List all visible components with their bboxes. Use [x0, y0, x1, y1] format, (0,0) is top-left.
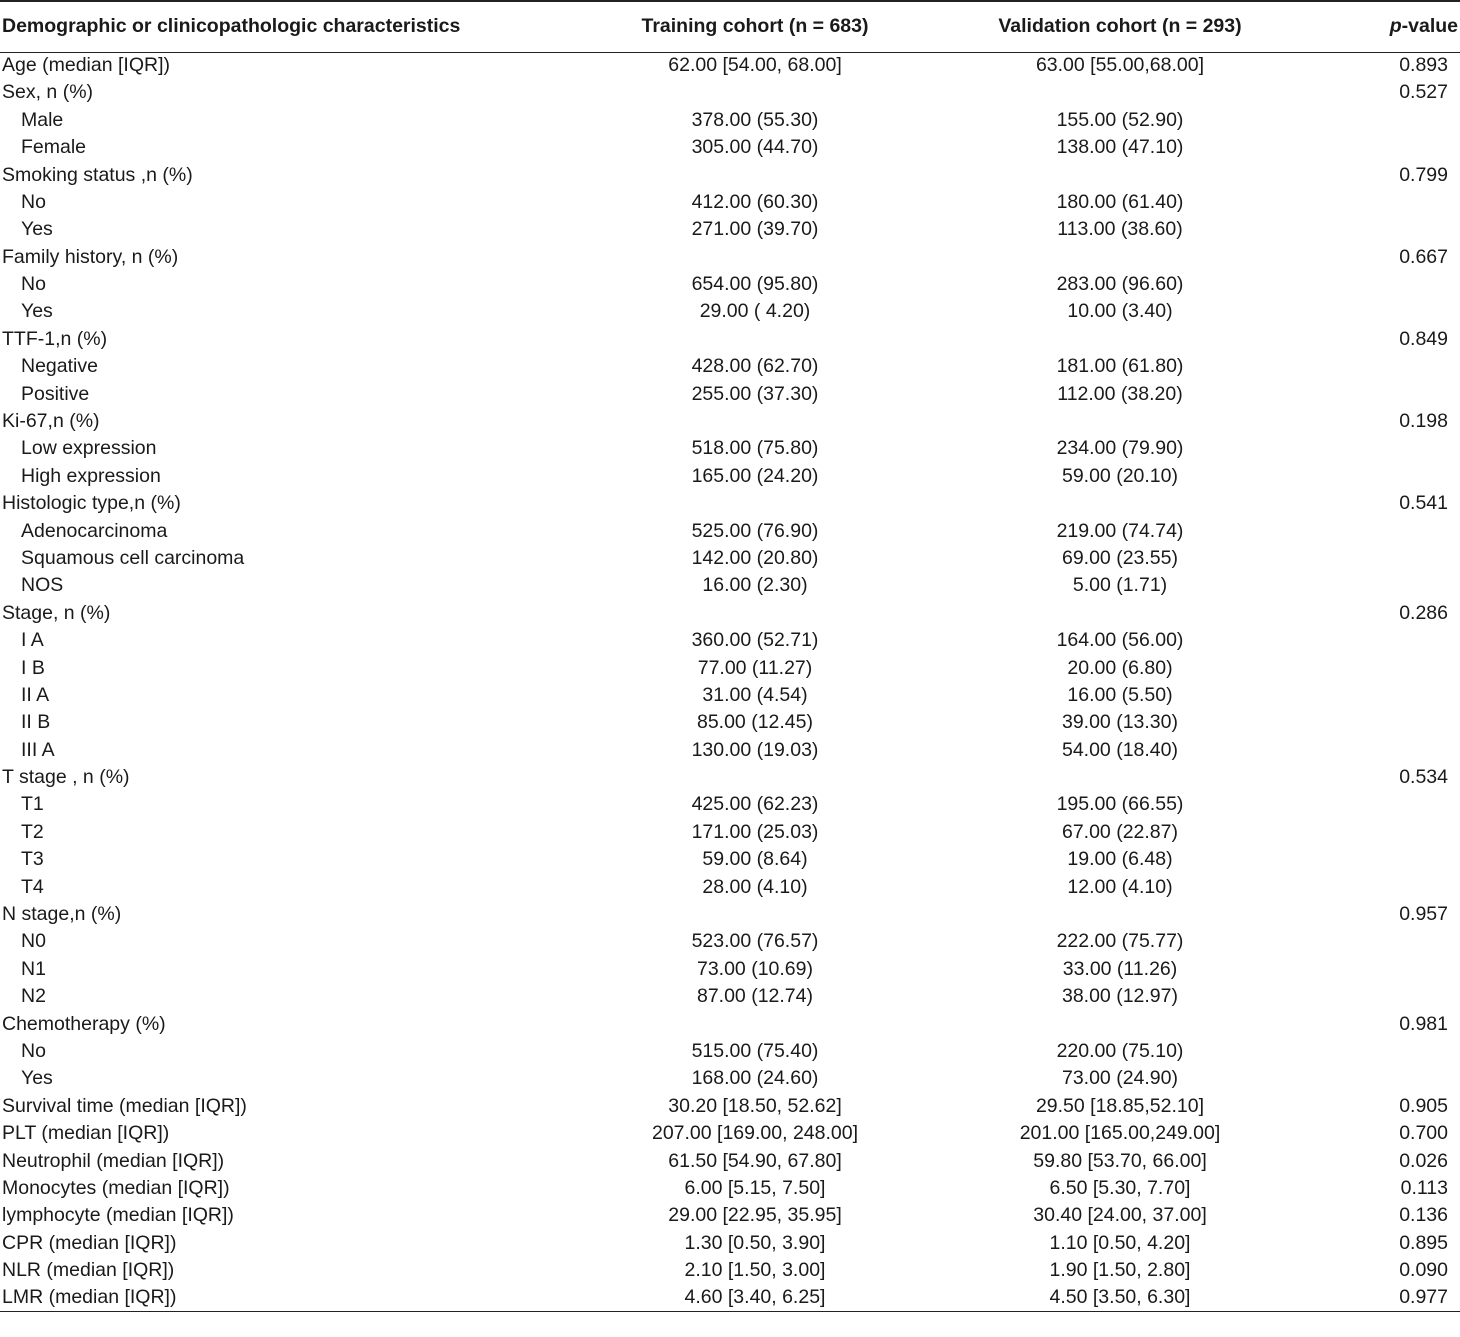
- validation-value: [910, 244, 1330, 271]
- table-row: [0, 189, 1460, 216]
- row-label: T3: [21, 848, 44, 871]
- row-label: No: [21, 190, 46, 213]
- training-value: 61.50 [54.90, 67.80]: [668, 1149, 842, 1172]
- validation-value: 30.40 [24.00, 37.00]: [1033, 1204, 1207, 1227]
- table-header: [0, 1, 1460, 52]
- training-value: [560, 326, 910, 353]
- row-label: N stage,n (%): [2, 903, 122, 926]
- p-value: 0.136: [1399, 1204, 1448, 1227]
- validation-value: 59.80 [53.70, 66.00]: [1033, 1149, 1207, 1172]
- row-label: Chemotherapy (%): [2, 1012, 166, 1035]
- row-label: N1: [21, 957, 46, 980]
- table-row: [0, 1230, 1460, 1257]
- training-value: [560, 79, 910, 106]
- training-value: 654.00 (95.80): [691, 273, 819, 296]
- table-row: [0, 545, 1460, 572]
- validation-value: 10.00 (3.40): [1067, 300, 1173, 323]
- header-training-cohort: Training cohort (n = 683): [560, 1, 910, 52]
- table-body: [0, 52, 1460, 1312]
- table-row: [0, 655, 1460, 682]
- p-value: [1330, 956, 1460, 983]
- row-label: No: [21, 1040, 46, 1062]
- validation-value: 67.00 (22.87): [1061, 820, 1178, 843]
- table-row: [0, 490, 1460, 517]
- training-value: 168.00 (24.60): [691, 1067, 819, 1090]
- table-row: [0, 600, 1460, 627]
- validation-value: 164.00 (56.00): [1056, 629, 1184, 652]
- training-value: 271.00 (39.70): [691, 218, 819, 241]
- p-value: 0.977: [1330, 1285, 1460, 1312]
- p-value: [1330, 737, 1460, 764]
- p-value: [1330, 353, 1460, 380]
- row-label: T4: [21, 875, 44, 898]
- p-value: 0.667: [1399, 245, 1448, 268]
- validation-value: 155.00 (52.90): [1056, 108, 1184, 131]
- validation-value: 16.00 (5.50): [1067, 683, 1173, 706]
- table-row: [0, 682, 1460, 709]
- row-label: lymphocyte (median [IQR]): [2, 1204, 234, 1227]
- p-value: 0.534: [1399, 766, 1448, 789]
- header-characteristic: Demographic or clinicopathologic characteristics: [0, 1, 560, 52]
- table-row: [0, 956, 1460, 983]
- training-value: 428.00 (62.70): [691, 355, 819, 378]
- validation-value: 6.50 [5.30, 7.70]: [1049, 1176, 1191, 1199]
- validation-value: 4.50 [3.50, 6.30]: [910, 1285, 1330, 1312]
- validation-value: 63.00 [55.00,68.00]: [1035, 54, 1205, 77]
- table-row: [0, 792, 1460, 819]
- table-row: [0, 134, 1460, 161]
- training-value: 165.00 (24.20): [691, 464, 819, 487]
- table-row: [0, 79, 1460, 106]
- row-label: Female: [21, 136, 87, 159]
- table-row: [0, 572, 1460, 599]
- row-label: Histologic type,n (%): [2, 492, 181, 515]
- p-value: [1330, 819, 1460, 846]
- training-value: 28.00 (4.10): [702, 875, 808, 898]
- validation-value: 59.00 (20.10): [1061, 464, 1178, 487]
- p-value: 0.113: [1400, 1176, 1448, 1199]
- training-value: 360.00 (52.71): [691, 629, 819, 652]
- row-label: Ki-67,n (%): [2, 410, 100, 433]
- training-value: 30.20 [18.50, 52.62]: [668, 1094, 842, 1117]
- p-value: [1330, 435, 1460, 462]
- p-value: [1330, 381, 1460, 408]
- row-label: T1: [21, 793, 44, 816]
- p-value: 0.198: [1399, 410, 1448, 433]
- training-value: 29.00 ( 4.20): [699, 300, 811, 323]
- validation-value: 201.00 [165.00,249.00]: [1019, 1122, 1221, 1145]
- training-value: 2.10 [1.50, 3.00]: [684, 1259, 826, 1282]
- validation-value: 1.90 [1.50, 2.80]: [1049, 1259, 1191, 1282]
- validation-value: 38.00 (12.97): [1061, 985, 1178, 1008]
- p-value: [1330, 1065, 1460, 1092]
- validation-value: 283.00 (96.60): [1056, 273, 1184, 296]
- training-value: 62.00 [54.00, 68.00]: [668, 54, 842, 77]
- header-row: [0, 1, 1460, 52]
- training-value: 515.00 (75.40): [691, 1040, 819, 1062]
- validation-value: 73.00 (24.90): [1061, 1067, 1178, 1090]
- validation-value: 1.10 [0.50, 4.20]: [1049, 1231, 1191, 1254]
- table-row: [0, 162, 1460, 189]
- p-value: 0.700: [1399, 1122, 1448, 1145]
- row-label: NOS: [21, 574, 64, 597]
- validation-value: [910, 490, 1330, 517]
- validation-value: [910, 600, 1330, 627]
- table-row: [0, 1093, 1460, 1120]
- training-value: 87.00 (12.74): [696, 985, 813, 1008]
- p-value: [1330, 134, 1460, 161]
- row-label: III A: [21, 738, 55, 761]
- row-label: Sex, n (%): [2, 81, 94, 104]
- p-value: [1330, 572, 1460, 599]
- p-value: [1330, 709, 1460, 736]
- table-row: [0, 846, 1460, 873]
- training-value: 31.00 (4.54): [702, 683, 808, 706]
- row-label: Yes: [21, 1067, 53, 1090]
- row-label: Yes: [21, 218, 53, 241]
- training-value: [560, 764, 910, 791]
- p-value: 0.799: [1399, 163, 1448, 186]
- table-row: [0, 1038, 1460, 1065]
- table-row: [0, 983, 1460, 1010]
- p-value: [1330, 463, 1460, 490]
- validation-value: 54.00 (18.40): [1061, 738, 1178, 761]
- training-value: 4.60 [3.40, 6.25]: [560, 1285, 910, 1312]
- training-value: 142.00 (20.80): [691, 546, 819, 569]
- row-label: I B: [21, 656, 45, 679]
- row-label: Adenocarcinoma: [21, 519, 168, 542]
- training-value: 378.00 (55.30): [691, 108, 819, 131]
- p-value: 0.527: [1399, 81, 1448, 104]
- p-value: [1330, 216, 1460, 243]
- validation-value: 29.50 [18.85,52.10]: [1035, 1094, 1205, 1117]
- header-validation-cohort: Validation cohort (n = 293): [910, 1, 1330, 52]
- table-row: [0, 408, 1460, 435]
- row-label: Stage, n (%): [2, 601, 111, 624]
- p-value: 0.957: [1399, 903, 1448, 926]
- validation-value: [910, 764, 1330, 791]
- validation-value: [910, 1011, 1330, 1038]
- table-row: [0, 52, 1460, 79]
- p-value: [1330, 518, 1460, 545]
- validation-value: 181.00 (61.80): [1056, 355, 1184, 378]
- training-value: 1.30 [0.50, 3.90]: [684, 1231, 826, 1254]
- p-value: 0.286: [1399, 601, 1448, 624]
- p-value: 0.905: [1399, 1094, 1448, 1117]
- validation-value: 5.00 (1.71): [1072, 574, 1168, 597]
- table-row: [0, 244, 1460, 271]
- table-row: [0, 1175, 1460, 1202]
- training-value: 255.00 (37.30): [691, 382, 819, 405]
- p-value: [1330, 682, 1460, 709]
- table-row: [0, 271, 1460, 298]
- p-value: 0.849: [1399, 327, 1448, 350]
- row-label: Survival time (median [IQR]): [2, 1094, 247, 1117]
- header-p-value: [1330, 1, 1460, 52]
- validation-value: 220.00 (75.10): [1056, 1040, 1184, 1062]
- row-label: Age (median [IQR]): [2, 54, 170, 77]
- validation-value: 12.00 (4.10): [1067, 875, 1173, 898]
- validation-value: [910, 408, 1330, 435]
- validation-value: [910, 162, 1330, 189]
- p-value: [1330, 874, 1460, 901]
- training-value: [560, 1011, 910, 1038]
- row-label: I A: [21, 629, 44, 652]
- table-row: [0, 107, 1460, 134]
- training-value: 29.00 [22.95, 35.95]: [668, 1204, 842, 1227]
- row-label: LMR (median [IQR]): [0, 1285, 560, 1312]
- header-p-suffix: -value: [1401, 15, 1458, 38]
- p-value: [1330, 929, 1460, 956]
- table-row: [0, 901, 1460, 928]
- training-value: 130.00 (19.03): [691, 738, 819, 761]
- validation-value: 219.00 (74.74): [1056, 519, 1184, 542]
- table-row: [0, 737, 1460, 764]
- validation-value: 234.00 (79.90): [1056, 437, 1184, 460]
- validation-value: 222.00 (75.77): [1056, 930, 1184, 953]
- row-label: N0: [21, 930, 46, 953]
- p-value: [1330, 271, 1460, 298]
- row-label: CPR (median [IQR]): [2, 1231, 177, 1254]
- validation-value: 138.00 (47.10): [1056, 136, 1184, 159]
- training-value: [560, 901, 910, 928]
- table-row: [0, 1065, 1460, 1092]
- p-value: [1330, 189, 1460, 216]
- training-value: 16.00 (2.30): [702, 574, 808, 597]
- row-label: Yes: [21, 300, 53, 323]
- p-value: [1330, 299, 1460, 326]
- validation-value: 39.00 (13.30): [1061, 711, 1178, 734]
- p-value: [1330, 846, 1460, 873]
- row-label: Monocytes (median [IQR]): [2, 1176, 230, 1199]
- training-value: [560, 408, 910, 435]
- row-label: High expression: [21, 464, 161, 487]
- training-value: 59.00 (8.64): [702, 848, 808, 871]
- training-value: 6.00 [5.15, 7.50]: [684, 1176, 826, 1199]
- training-value: 77.00 (11.27): [697, 656, 813, 679]
- validation-value: [910, 326, 1330, 353]
- row-label: Family history, n (%): [2, 245, 179, 268]
- row-label: Negative: [21, 355, 98, 378]
- table-row: [0, 929, 1460, 956]
- row-label: Squamous cell carcinoma: [21, 546, 245, 569]
- p-value: [1330, 655, 1460, 682]
- training-value: 518.00 (75.80): [691, 437, 819, 460]
- table-row: [0, 1011, 1460, 1038]
- validation-value: [910, 901, 1330, 928]
- training-value: 171.00 (25.03): [691, 820, 819, 843]
- table-row: [0, 353, 1460, 380]
- validation-value: 195.00 (66.55): [1056, 793, 1184, 816]
- row-label: Neutrophil (median [IQR]): [2, 1149, 225, 1172]
- training-value: [560, 490, 910, 517]
- p-value: [1330, 545, 1460, 572]
- row-label: PLT (median [IQR]): [2, 1122, 170, 1145]
- table-row: [0, 1257, 1460, 1284]
- row-label: Smoking status ,n (%): [2, 163, 193, 186]
- row-label: II A: [21, 683, 50, 706]
- validation-value: [910, 79, 1330, 106]
- row-label: T2: [21, 820, 44, 843]
- p-value: 0.026: [1399, 1149, 1448, 1172]
- table-row: [0, 627, 1460, 654]
- row-label: Male: [21, 108, 64, 131]
- p-value: 0.981: [1399, 1012, 1448, 1035]
- table-row: [0, 381, 1460, 408]
- p-value: [1330, 627, 1460, 654]
- training-value: 73.00 (10.69): [696, 957, 813, 980]
- training-value: 305.00 (44.70): [691, 136, 819, 159]
- validation-value: 19.00 (6.48): [1067, 848, 1173, 871]
- training-value: [560, 162, 910, 189]
- row-label: No: [21, 273, 46, 296]
- p-value: 0.541: [1399, 492, 1448, 515]
- table-row: [0, 435, 1460, 462]
- row-label: Positive: [21, 382, 90, 405]
- training-value: [560, 600, 910, 627]
- table-row: [0, 326, 1460, 353]
- p-value: [1330, 792, 1460, 819]
- p-value: [1330, 983, 1460, 1010]
- table-row: [0, 874, 1460, 901]
- table-row: [0, 216, 1460, 243]
- validation-value: 113.00 (38.60): [1057, 218, 1183, 241]
- p-value: 0.895: [1399, 1231, 1448, 1254]
- table-row: [0, 709, 1460, 736]
- table-row: [0, 463, 1460, 490]
- row-label: NLR (median [IQR]): [2, 1259, 175, 1282]
- row-label: N2: [21, 985, 46, 1008]
- table-row: [0, 819, 1460, 846]
- training-value: 207.00 [169.00, 248.00]: [651, 1122, 859, 1145]
- table-row: [0, 1285, 1460, 1312]
- validation-value: 69.00 (23.55): [1061, 546, 1178, 569]
- training-value: 85.00 (12.45): [696, 711, 813, 734]
- table-row: [0, 764, 1460, 791]
- validation-value: 180.00 (61.40): [1056, 190, 1184, 213]
- row-label: TTF-1,n (%): [2, 327, 108, 350]
- p-value: 0.090: [1399, 1259, 1448, 1282]
- table-row: [0, 299, 1460, 326]
- table-row: [0, 1202, 1460, 1229]
- row-label: II B: [21, 711, 51, 734]
- training-value: 525.00 (76.90): [691, 519, 819, 542]
- table-row: [0, 518, 1460, 545]
- table-row: [0, 1148, 1460, 1175]
- p-value: 0.893: [1399, 54, 1448, 77]
- validation-value: 20.00 (6.80): [1067, 656, 1173, 679]
- validation-value: 112.00 (38.20): [1057, 382, 1183, 405]
- training-value: 425.00 (62.23): [691, 793, 819, 816]
- p-value: [1330, 107, 1460, 134]
- training-value: 412.00 (60.30): [691, 190, 819, 213]
- training-value: 523.00 (76.57): [691, 930, 819, 953]
- row-label: Low expression: [21, 437, 157, 460]
- p-value: [1330, 1038, 1460, 1065]
- header-p-italic: p: [1389, 15, 1402, 38]
- validation-value: 33.00 (11.26): [1062, 957, 1178, 980]
- row-label: T stage , n (%): [2, 766, 130, 789]
- training-value: [560, 244, 910, 271]
- table-row: [0, 1120, 1460, 1147]
